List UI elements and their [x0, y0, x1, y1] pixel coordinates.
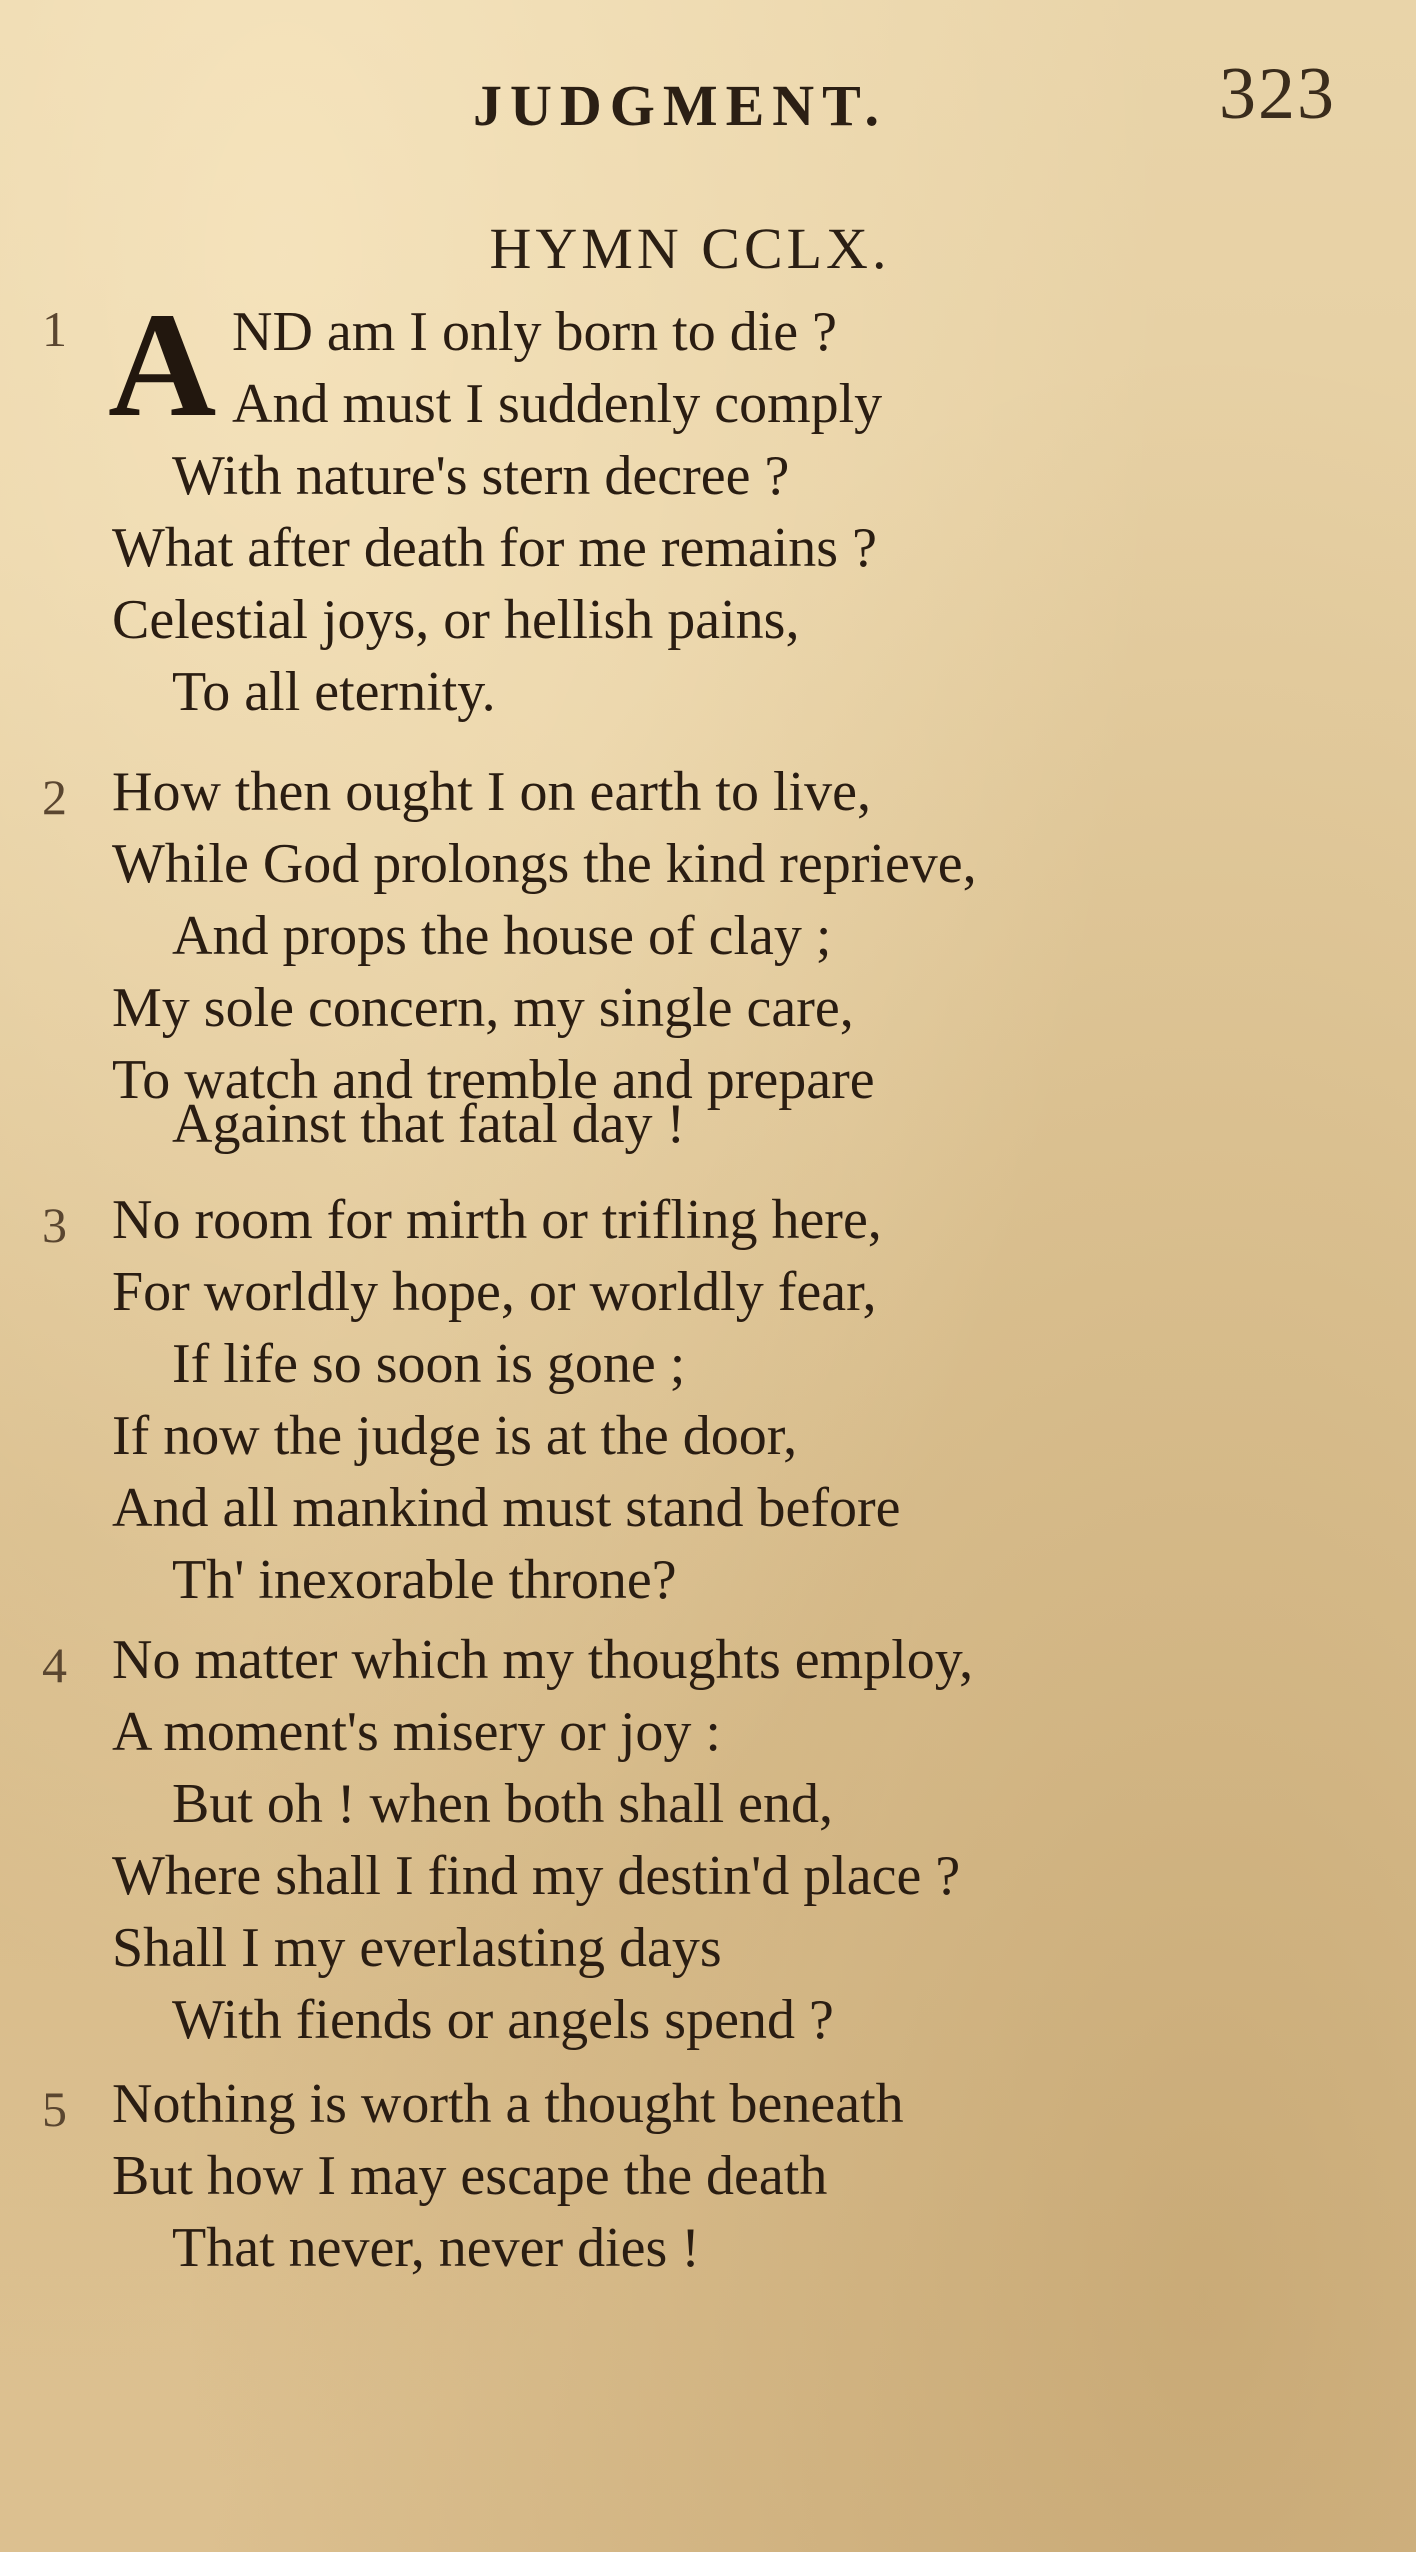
verse-line: No matter which my thoughts employ, [112, 1629, 974, 1691]
verse-line: With nature's stern decree ? [172, 445, 790, 507]
verse-number: 4 [42, 1637, 67, 1693]
verse-line: To all eternity. [172, 661, 496, 723]
verse-line: Celestial joys, or hellish pains, [112, 589, 800, 651]
verse-number: 2 [42, 769, 67, 825]
verse-line: And all mankind must stand before [112, 1477, 901, 1539]
verse-line: That never, never dies ! [172, 2217, 700, 2279]
verse-line: Nothing is worth a thought beneath [112, 2073, 904, 2135]
verse-line: If life so soon is gone ; [172, 1333, 686, 1395]
verse-line: And props the house of clay ; [172, 905, 832, 967]
verse-line: Against that fatal day ! [172, 1093, 686, 1155]
verse-line: To watch and tremble and prepare [112, 1049, 875, 1111]
verse-number: 5 [42, 2081, 67, 2137]
verse-line: And must I suddenly comply [232, 373, 883, 435]
verse-number: 1 [42, 301, 67, 357]
verse-line: But oh ! when both shall end, [172, 1773, 834, 1835]
verse-line: Shall I my everlasting days [112, 1917, 722, 1979]
page-number: 323 [1219, 53, 1336, 135]
verse-line: A moment's misery or joy : [112, 1701, 721, 1763]
verse-line: No room for mirth or trifling here, [112, 1189, 882, 1251]
verse-line: But how I may escape the death [112, 2145, 828, 2207]
verse-line: Where shall I find my destin'd place ? [112, 1845, 961, 1907]
hymn-title: HYMN CCLX. [489, 216, 891, 281]
verse-line: If now the judge is at the door, [112, 1405, 798, 1467]
verse-line: ND am I only born to die ? [232, 301, 837, 363]
verse-line: What after death for me remains ? [112, 517, 877, 579]
verse-number: 3 [42, 1197, 67, 1253]
drop-cap: A [108, 282, 217, 448]
verse-line: Th' inexorable throne? [172, 1549, 677, 1611]
verse-line: How then ought I on earth to live, [112, 761, 871, 823]
verse-line: My sole concern, my single care, [112, 977, 854, 1039]
verse-line: With fiends or angels spend ? [172, 1989, 834, 2051]
verse-line: For worldly hope, or worldly fear, [112, 1261, 877, 1323]
verse-line: While God prolongs the kind reprieve, [112, 833, 977, 895]
running-head: JUDGMENT. [472, 73, 888, 138]
